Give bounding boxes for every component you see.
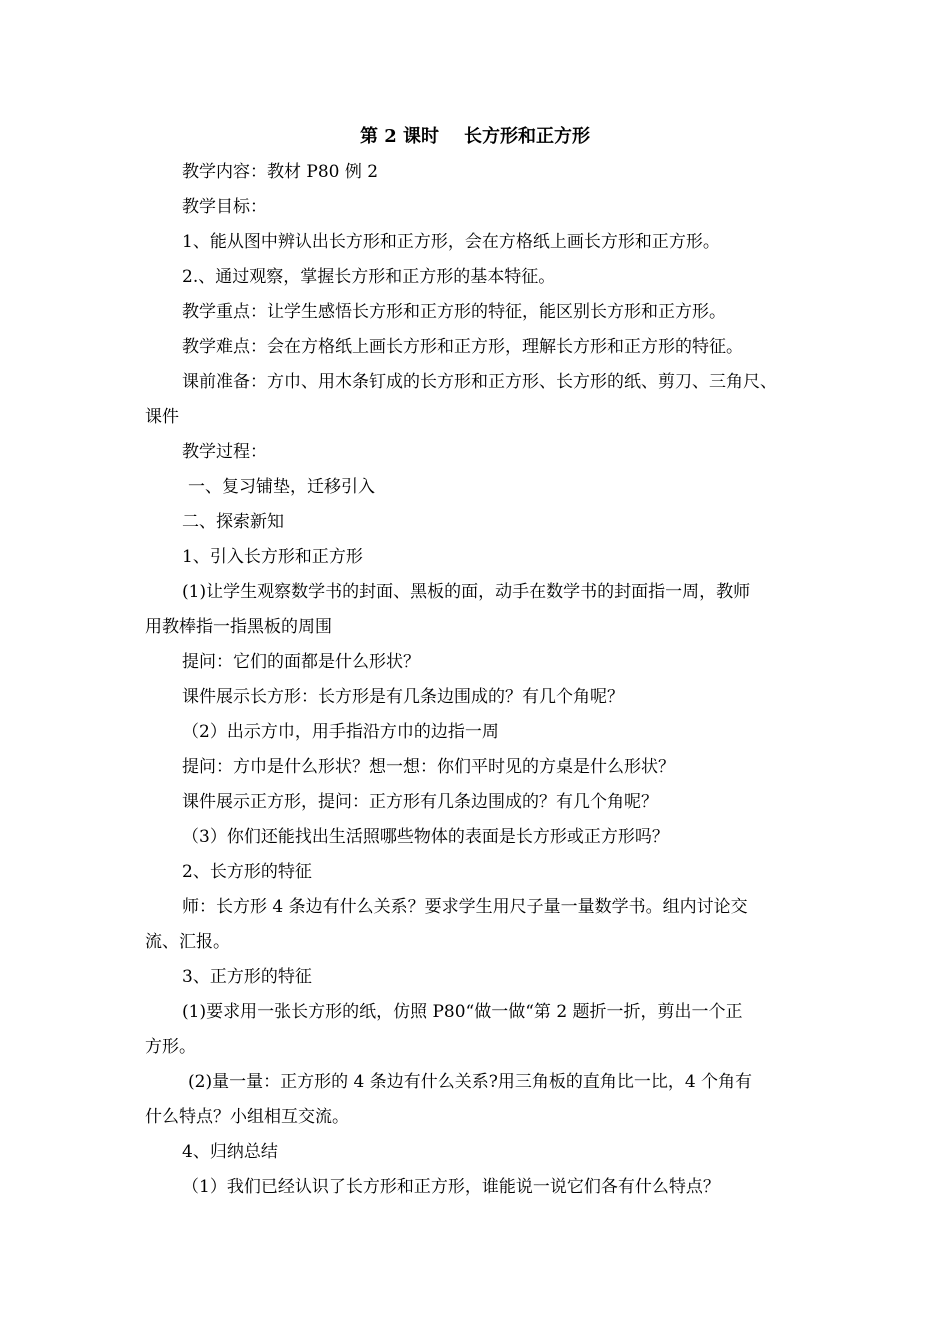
square-step-2-line-continued: 什么特点？小组相互交流。 bbox=[145, 1107, 349, 1127]
square-step-1-line: (1)要求用一张长方形的纸，仿照 P80“做一做“第 2 题折一折，剪出一个正 bbox=[182, 1002, 743, 1022]
courseware-square-line: 课件展示正方形，提问：正方形有几条边围成的？有几个角呢？ bbox=[182, 792, 658, 812]
subsection-square-features: 3、正方形的特征 bbox=[182, 967, 312, 987]
courseware-rectangle-line: 课件展示长方形：长方形是有几条边围成的？有几个角呢？ bbox=[182, 687, 624, 707]
goal-item-2: 2.、通过观察，掌握长方形和正方形的基本特征。 bbox=[182, 267, 556, 287]
teacher-question-line: 师：长方形 4 条边有什么关系？要求学生用尺子量一量数学书。组内讨论交 bbox=[182, 897, 748, 917]
section-explore: 二、探索新知 bbox=[182, 512, 284, 532]
difficulty-line: 教学难点：会在方格纸上画长方形和正方形，理解长方形和正方形的特征。 bbox=[182, 337, 743, 357]
question-line-1: 提问：它们的面都是什么形状？ bbox=[182, 652, 420, 672]
goal-item-1: 1、能从图中辨认出长方形和正方形，会在方格纸上画长方形和正方形。 bbox=[182, 232, 720, 252]
question-line-2: 提问：方巾是什么形状？想一想：你们平时见的方桌是什么形状？ bbox=[182, 757, 675, 777]
teacher-question-line-continued: 流、汇报。 bbox=[145, 932, 230, 952]
process-heading: 教学过程： bbox=[182, 442, 267, 462]
lesson-title: 第 2 课时 长方形和正方形 bbox=[359, 126, 591, 147]
step-2-line: （2）出示方巾，用手指沿方巾的边指一周 bbox=[182, 722, 499, 742]
step-1-line-continued: 用教棒指一指黑板的周围 bbox=[145, 617, 332, 637]
step-1-line: (1)让学生观察数学书的封面、黑板的面，动手在数学书的封面指一周，教师 bbox=[182, 582, 751, 602]
preparation-line-continued: 课件 bbox=[145, 407, 179, 427]
square-step-2-line: (2)量一量：正方形的 4 条边有什么关系?用三角板的直角比一比，4 个角有 bbox=[188, 1072, 753, 1092]
key-point-line: 教学重点：让学生感悟长方形和正方形的特征，能区别长方形和正方形。 bbox=[182, 302, 726, 322]
square-step-1-line-continued: 方形。 bbox=[145, 1037, 196, 1057]
teaching-goals-heading: 教学目标： bbox=[182, 197, 267, 217]
summary-step-1-line: （1）我们已经认识了长方形和正方形，谁能说一说它们各有什么特点？ bbox=[182, 1177, 720, 1197]
teaching-content-line: 教学内容：教材 P80 例 2 bbox=[182, 162, 379, 182]
subsection-summary: 4、归纳总结 bbox=[182, 1142, 278, 1162]
step-3-line: （3）你们还能找出生活照哪些物体的表面是长方形或正方形吗？ bbox=[182, 827, 669, 847]
subsection-introduce: 1、引入长方形和正方形 bbox=[182, 547, 363, 567]
preparation-line: 课前准备：方巾、用木条钉成的长方形和正方形、长方形的纸、剪刀、三角尺、 bbox=[182, 372, 777, 392]
subsection-rectangle-features: 2、长方形的特征 bbox=[182, 862, 312, 882]
section-review: 一、复习铺垫，迁移引入 bbox=[188, 477, 375, 497]
